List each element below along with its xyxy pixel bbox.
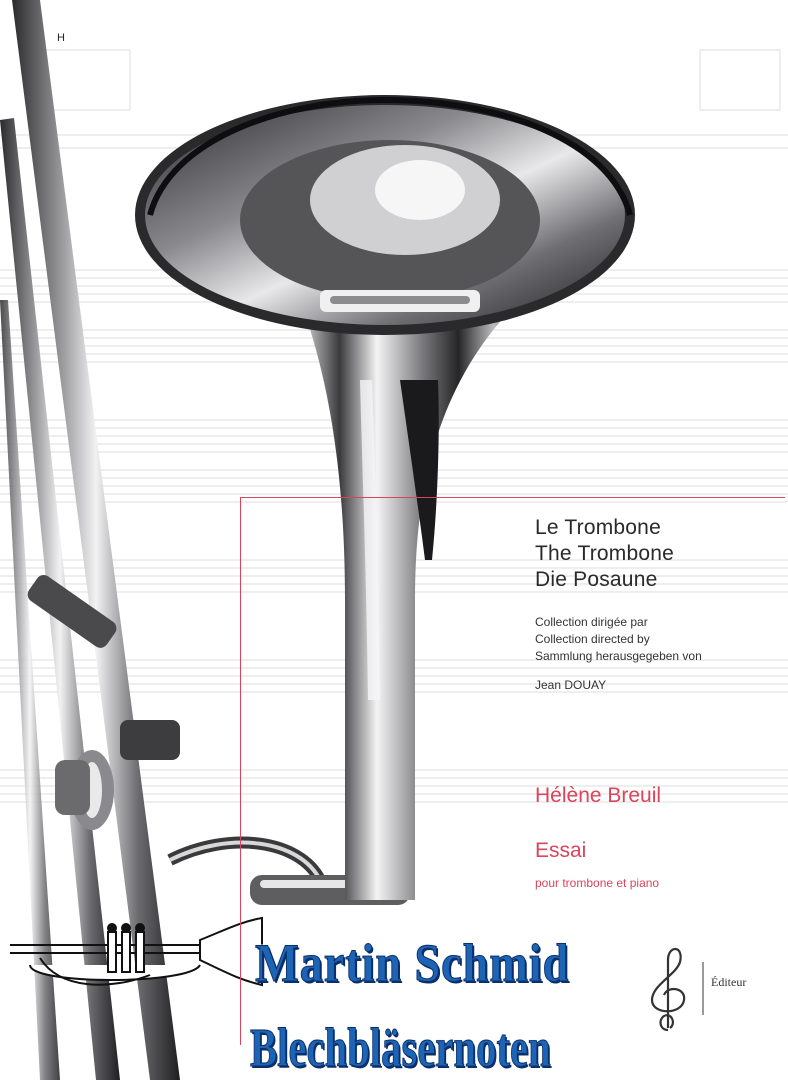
directed-by-en: Collection directed by: [535, 632, 650, 646]
series-editor-name: Jean DOUAY: [535, 678, 607, 692]
series-title-fr: Le Trombone: [535, 516, 661, 539]
watermark-brand-subtitle: Blechbläsernoten: [250, 1017, 551, 1078]
work-title: Essai: [535, 839, 587, 862]
publisher-label: Éditeur: [711, 975, 747, 989]
corner-letter: H: [57, 32, 65, 44]
watermark-brand-name: Martin Schmid: [255, 933, 570, 993]
series-title-en: The Trombone: [535, 542, 674, 565]
directed-by-fr: Collection dirigée par: [535, 615, 648, 629]
composer-name: Hélène Breuil: [535, 784, 662, 807]
directed-by-de: Sammlung herausgegeben von: [535, 649, 702, 663]
series-title-de: Die Posaune: [535, 568, 658, 591]
instrumentation: pour trombone et piano: [535, 876, 660, 890]
